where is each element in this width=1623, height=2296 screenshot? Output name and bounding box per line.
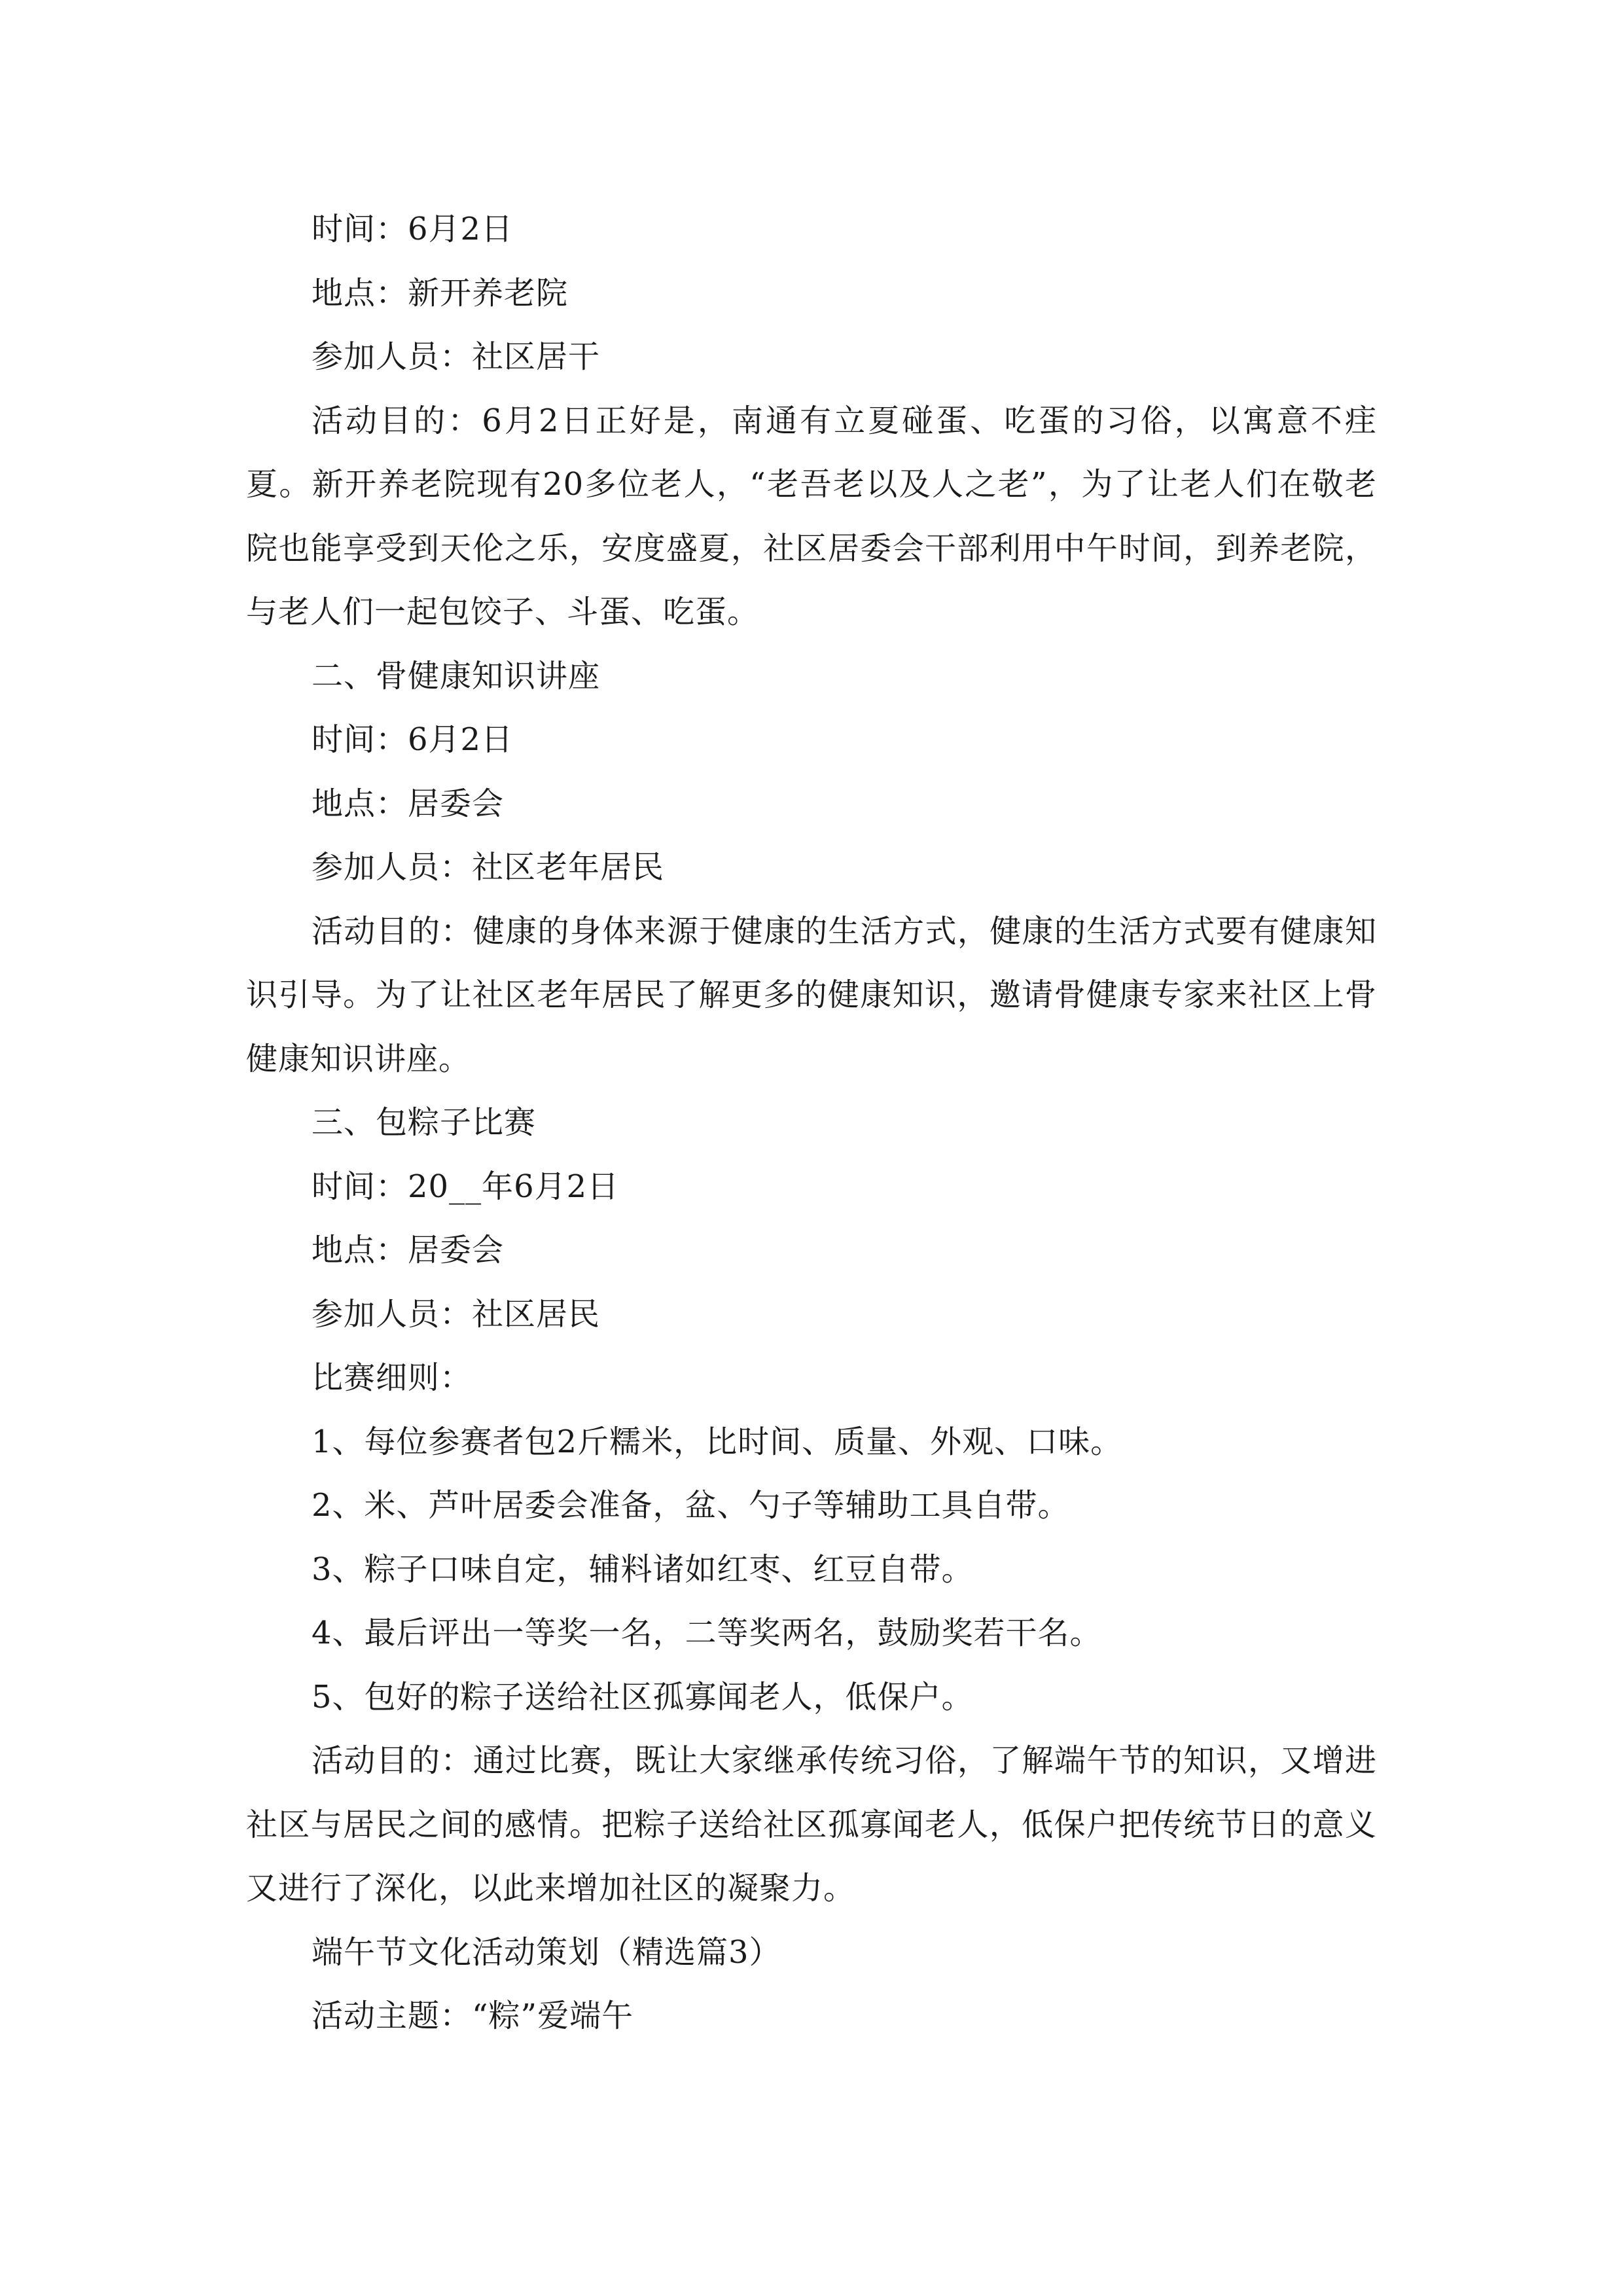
time-line-2: 时间：6月2日 (312, 721, 514, 758)
rule-item-3: 3、粽子口味自定，辅料诸如红枣、红豆自带。 (312, 1551, 974, 1588)
article-title: 端午节文化活动策划（精选篇3） (312, 1933, 781, 1971)
theme-line: 活动主题：“粽”爱端午 (312, 1998, 634, 2034)
purpose-paragraph-1: 活动目的：6月2日正好是，南通有立夏碰蛋、吃蛋的习俗，以寓意不疰夏。新开养老院现有20多位老人，“老吾老以及人之老”，为了让老人们在敬老院也能享受到天伦之乐，安度盛夏，社区居委会干部利用中午时间，到养老院，与老人们一起包饺子、斗蛋、吃蛋。 (246, 402, 1377, 630)
location-line-2: 地点：居委会 (312, 785, 505, 822)
rule-item-5: 5、包好的粽子送给社区孤寡闻老人，低保户。 (312, 1678, 974, 1715)
section-heading-3: 三、包粽子比赛 (312, 1104, 537, 1141)
participants-line-2: 参加人员：社区老年居民 (312, 849, 665, 886)
section-heading-2: 二、骨健康知识讲座 (312, 657, 601, 694)
purpose-paragraph-2: 活动目的：健康的身体来源于健康的生活方式，健康的生活方式要有健康知识引导。为了让社区老年居民了解更多的健康知识，邀请骨健康专家来社区上骨健康知识讲座。 (246, 912, 1377, 1077)
time-line-3: 时间：20__年6月2日 (312, 1168, 620, 1205)
rule-item-2: 2、米、芦叶居委会准备，盆、勺子等辅助工具自带。 (312, 1487, 1070, 1524)
rules-heading: 比赛细则： (312, 1359, 473, 1396)
rule-item-4: 4、最后评出一等奖一名，二等奖两名，鼓励奖若干名。 (312, 1615, 1102, 1651)
participants-line-3: 参加人员：社区居民 (312, 1295, 601, 1333)
purpose-paragraph-3: 活动目的：通过比赛，既让大家继承传统习俗，了解端午节的知识，又增进社区与居民之间的感情。把粽子送给社区孤寡闻老人，低保户把传统节日的意义又进行了深化，以此来增加社区的凝聚力。 (246, 1742, 1377, 1907)
participants-line-1: 参加人员：社区居干 (312, 338, 601, 375)
rule-item-1: 1、每位参赛者包2斤糯米，比时间、质量、外观、口味。 (312, 1423, 1123, 1460)
location-line-3: 地点：居委会 (312, 1232, 505, 1268)
time-line-1: 时间：6月2日 (312, 211, 514, 247)
location-line-1: 地点：新开养老院 (312, 274, 569, 312)
document-body (246, 198, 1377, 2049)
